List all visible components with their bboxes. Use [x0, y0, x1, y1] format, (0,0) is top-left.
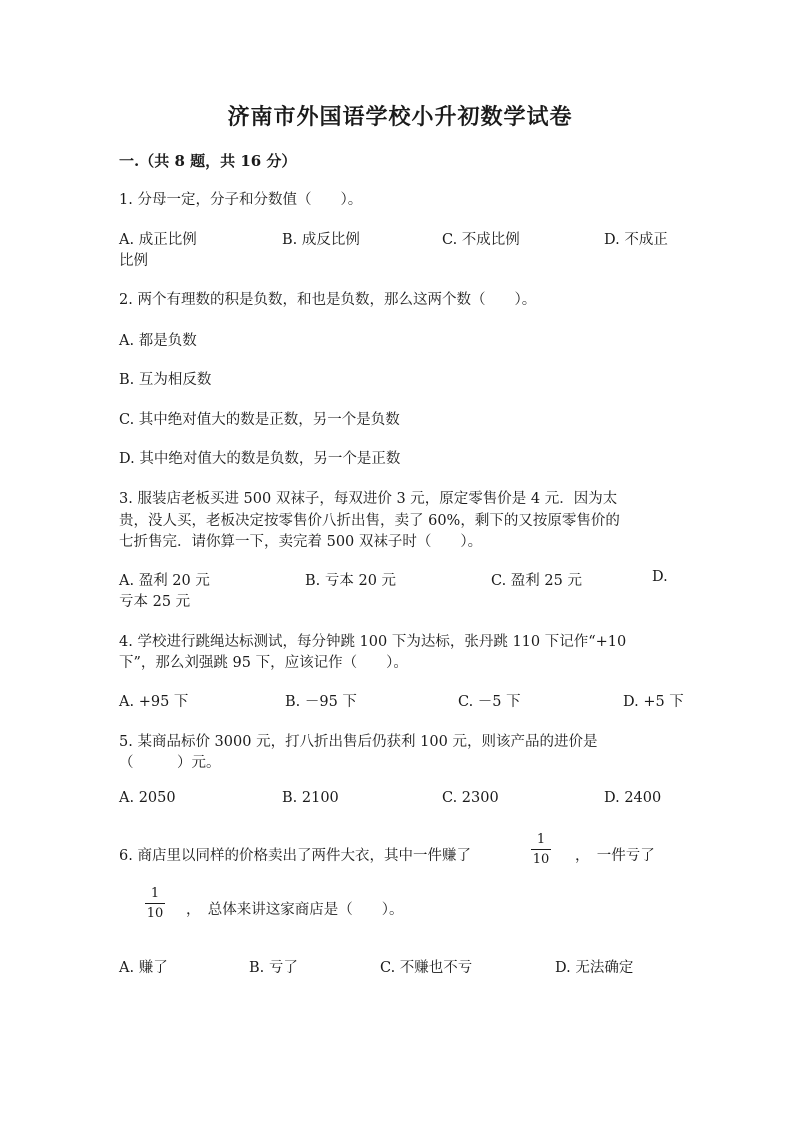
question-5-option-d: D. 2400 — [604, 790, 662, 806]
question-3-option-b: B. 亏本 20 元 — [305, 573, 397, 589]
question-1-option-c: C. 不成比例 — [442, 232, 520, 248]
question-1-option-a: A. 成正比例 — [119, 232, 197, 248]
fraction-numerator: 1 — [150, 886, 160, 901]
fraction-denominator: 10 — [532, 852, 550, 867]
fraction-numerator: 1 — [536, 832, 546, 847]
question-3-option-d-wrap: 亏本 25 元 — [119, 594, 191, 610]
question-1-option-d: D. 不成正 — [604, 232, 668, 248]
question-5-stem-line2: （ ）元。 — [119, 755, 221, 771]
question-3-stem-line2: 贵，没人买，老板决定按零售价八折出售，卖了 60%，剩下的又按原零售价的 — [119, 513, 620, 529]
section-heading: 一.（共 8 题，共 16 分） — [119, 152, 297, 170]
question-3-option-d: D. — [652, 569, 668, 585]
question-1-stem: 1. 分母一定，分子和分数值（ ）。 — [119, 192, 363, 208]
question-6-option-d: D. 无法确定 — [555, 960, 634, 976]
question-5-option-c: C. 2300 — [442, 790, 499, 806]
question-6-fraction-2 — [140, 886, 170, 921]
question-5-option-b: B. 2100 — [282, 790, 339, 806]
question-3-option-c: C. 盈利 25 元 — [491, 573, 582, 589]
question-6-stem-part3: ， 总体来讲这家商店是（ ）。 — [186, 902, 404, 918]
question-4-option-d: D. +5 下 — [623, 694, 684, 710]
question-1-option-d-wrap: 比例 — [119, 253, 148, 269]
question-1-option-b: B. 成反比例 — [282, 232, 360, 248]
question-6-stem-part2: ， 一件亏了 — [575, 848, 655, 864]
question-4-stem-line2: 下”，那么刘强跳 95 下，应该记作（ ）。 — [119, 655, 408, 671]
question-6-option-c: C. 不赚也不亏 — [380, 960, 473, 976]
question-3-stem-line1: 3. 服装店老板买进 500 双袜子，每双进价 3 元，原定零售价是 4 元．因为太 — [119, 491, 618, 507]
question-6-option-b: B. 亏了 — [249, 960, 298, 976]
question-2-option-d: D. 其中绝对值大的数是负数，另一个是正数 — [119, 451, 401, 467]
question-2-option-b: B. 互为相反数 — [119, 372, 212, 388]
question-5-stem-line1: 5. 某商品标价 3000 元，打八折出售后仍获利 100 元，则该产品的进价是 — [119, 734, 598, 750]
question-4-option-b: B. －95 下 — [285, 694, 357, 710]
question-4-option-c: C. －5 下 — [458, 694, 521, 710]
question-3-option-a: A. 盈利 20 元 — [119, 573, 210, 589]
question-6-fraction-1 — [526, 832, 556, 867]
page-title: 济南市外国语学校小升初数学试卷 — [227, 104, 573, 130]
question-3-stem-line3: 七折售完．请你算一下，卖完着 500 双袜子时（ ）。 — [119, 534, 483, 550]
question-6-stem-part1: 6. 商店里以同样的价格卖出了两件大衣，其中一件赚了 — [119, 848, 471, 864]
question-6-option-a: A. 赚了 — [119, 960, 168, 976]
question-4-option-a: A. +95 下 — [119, 694, 189, 710]
fraction-bar — [145, 903, 165, 904]
fraction-denominator: 10 — [146, 906, 164, 921]
fraction-bar — [531, 849, 551, 850]
question-4-stem-line1: 4. 学校进行跳绳达标测试，每分钟跳 100 下为达标，张丹跳 110 下记作“+10 — [119, 634, 627, 650]
question-5-option-a: A. 2050 — [119, 790, 176, 806]
question-2-stem: 2. 两个有理数的积是负数，和也是负数，那么这两个数（ ）。 — [119, 292, 537, 308]
question-2-option-c: C. 其中绝对值大的数是正数，另一个是负数 — [119, 412, 400, 428]
question-2-option-a: A. 都是负数 — [119, 333, 197, 349]
